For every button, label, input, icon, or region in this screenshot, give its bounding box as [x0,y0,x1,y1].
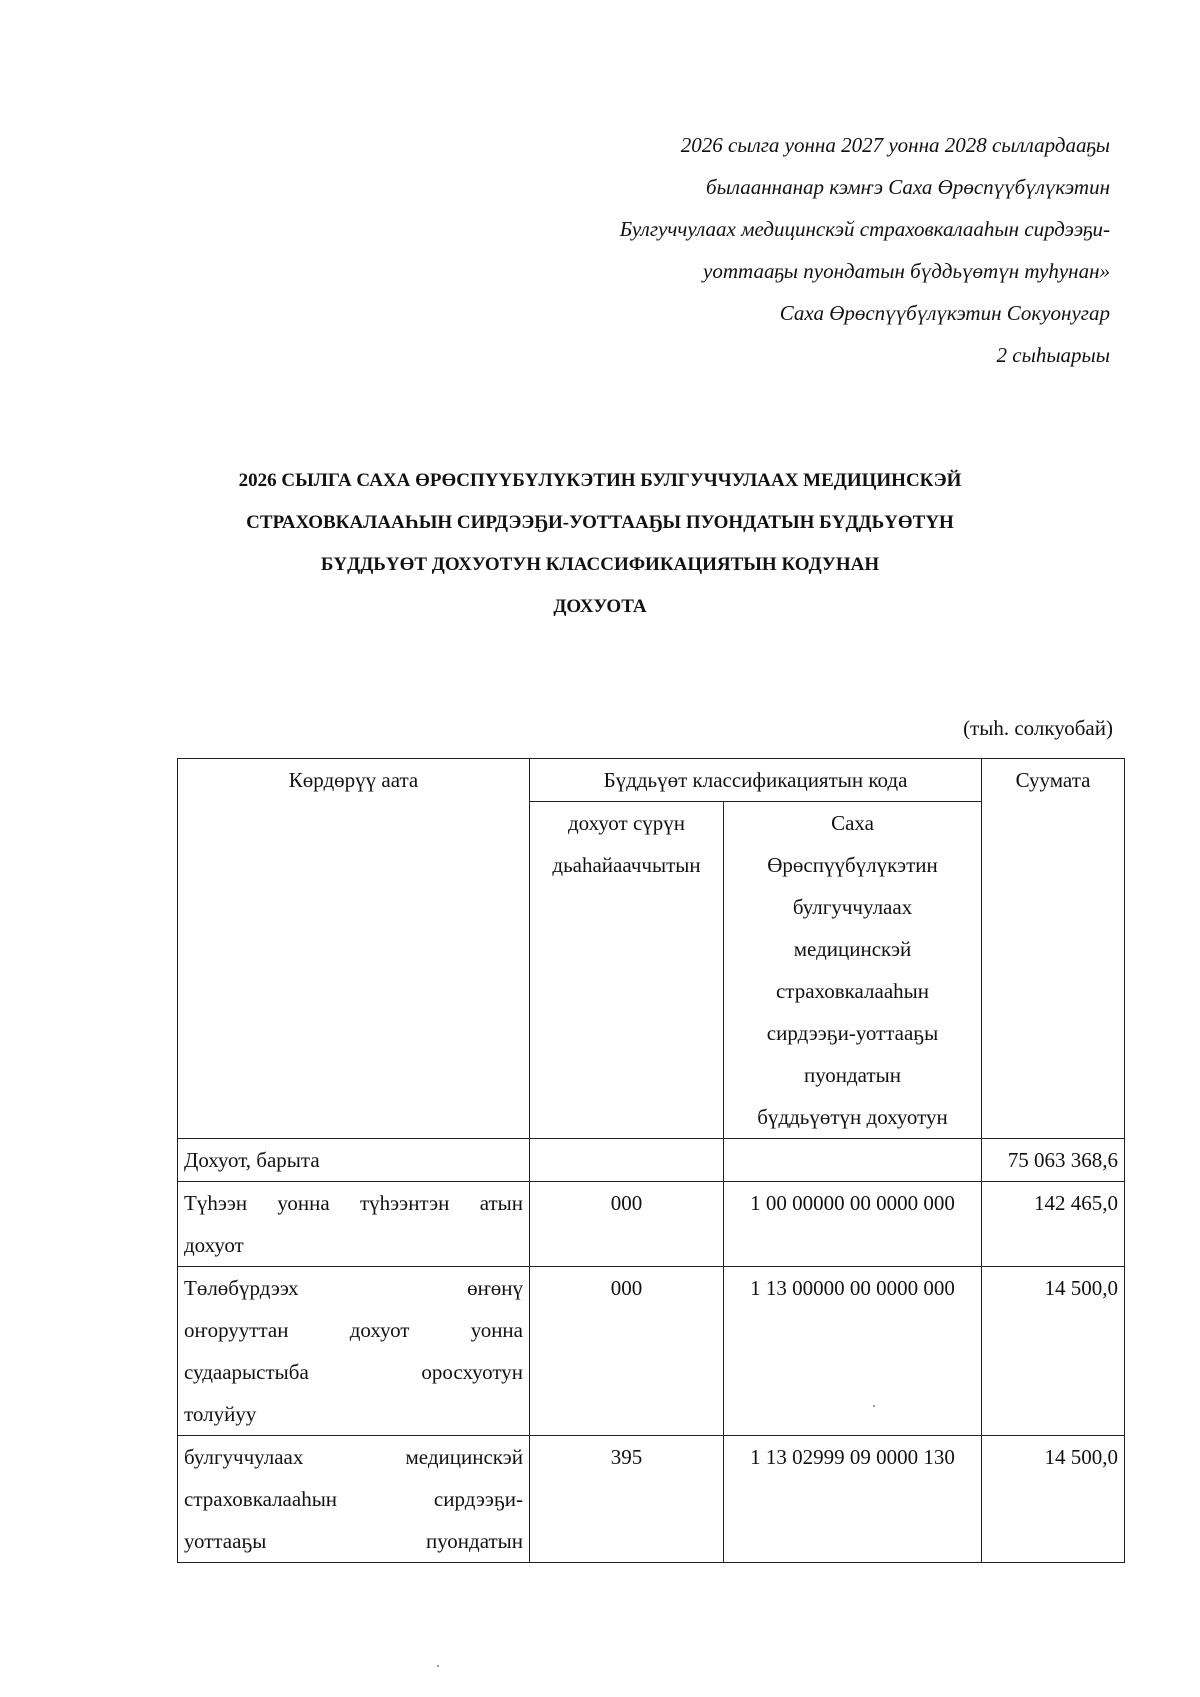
annex-line: 2026 сылга уонна 2027 уонна 2028 сыллардааҕы [680,133,1110,157]
document-title [150,460,1050,628]
title-line: ДОХУОТА [553,596,647,617]
header-classification: Бүддьүөт классификациятын кода [530,759,982,802]
table-row [178,1139,1125,1182]
title-line: 2026 СЫЛГА САХА ӨРӨСПҮҮБҮЛҮКЭТИН БУЛГУЧЧУЛААХ МЕДИЦИНСКЭЙ [238,470,962,491]
header-code: Саха Өрөспүүбүлүкэтин булгуччулаах медицинскэй страховкалааһын сирдээҕи-уоттааҕы пуондатын бүддьүөтүн дохуотун [724,802,982,1139]
row-admin: 395 [530,1436,724,1563]
annex-line: Булгуччулаах медицинскэй страховкалааһын сирдээҕи- [619,217,1110,241]
row-code: 1 13 00000 00 0000 000 [724,1267,982,1436]
row-code [724,1139,982,1182]
table-row [178,1267,1125,1436]
header-name: Көрдөрүү аата [178,759,530,1139]
units-note: (тыһ. солкуобай) [963,716,1113,740]
header-sum: Суумата [982,759,1125,1139]
row-admin [530,1139,724,1182]
row-admin: 000 [530,1267,724,1436]
annex-line: уоттааҕы пуондатын бүддьүөтүн туһунан» [703,259,1110,283]
row-sum: 142 465,0 [982,1182,1125,1267]
title-line: СТРАХОВКАЛААҺЫН СИРДЭЭҔИ-УОТТААҔЫ ПУОНДАТЫН БҮДДЬҮӨТҮН [246,512,954,533]
annex-line: 2 сыһыарыы [996,343,1110,367]
row-name: булгуччулаах медицинскэй страховкалааһын сирдээҕи- уоттааҕы пуондатын [178,1436,530,1563]
annex-reference [470,124,1110,376]
row-code: 1 13 02999 09 0000 130 [724,1436,982,1563]
revenue-table [177,758,1125,1563]
row-name: Түһээн уонна түһээнтэн атын дохуот [178,1182,530,1267]
row-name: Төлөбүрдээх өҥөнү оҥорууттан дохуот уонна судаарыстыба оросхуотун толуйуу [178,1267,530,1436]
header-admin: дохуот сүрүн дьаһайааччытын [530,802,724,1139]
table-row [178,1436,1125,1563]
table-row [178,1182,1125,1267]
row-admin: 000 [530,1182,724,1267]
row-name: Дохуот, барыта [178,1139,530,1182]
title-line: БҮДДЬҮӨТ ДОХУОТУН КЛАССИФИКАЦИЯТЫН КОДУНАН [320,554,880,575]
scan-speck [873,1405,875,1407]
annex-line: былааннанар кэмҥэ Саха Өрөспүүбүлүкэтин [706,175,1110,199]
annex-line: Саха Өрөспүүбүлүкэтин Сокуонугар [779,301,1110,325]
table-header-row [178,759,1125,802]
row-sum: 75 063 368,6 [982,1139,1125,1182]
row-code: 1 00 00000 00 0000 000 [724,1182,982,1267]
scan-speck [437,1665,439,1667]
row-sum: 14 500,0 [982,1436,1125,1563]
row-sum: 14 500,0 [982,1267,1125,1436]
